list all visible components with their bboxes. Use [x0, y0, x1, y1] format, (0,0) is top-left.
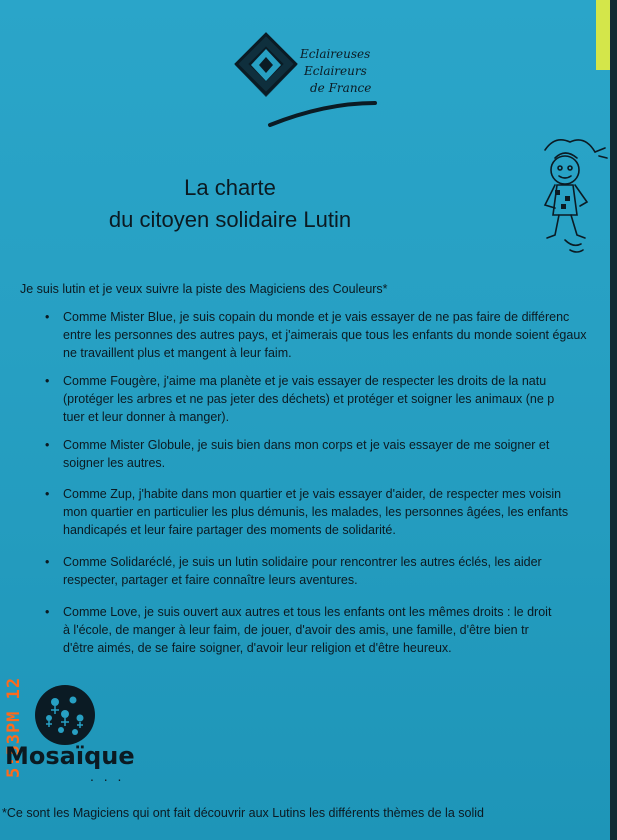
- timestamp-text: 5:53PM 12: [4, 676, 24, 778]
- title-line-2: du citoyen solidaire Lutin: [108, 207, 352, 232]
- item-line: soigner les autres.: [63, 456, 166, 470]
- eef-line-1: Eclaireuses: [300, 47, 371, 61]
- lutin-drawing-icon: [525, 130, 610, 260]
- yellow-corner-strip: [596, 0, 610, 70]
- intro-text: Je suis lutin et je veux suivre la piste des Magiciens des Couleurs*: [20, 282, 388, 296]
- bullet-icon: •: [45, 555, 50, 569]
- bullet-icon: •: [45, 438, 50, 452]
- item-line: entre les personnes des autres pays, et j'aimerais que tous les enfants du monde soient égaux: [63, 328, 587, 342]
- bullet-icon: •: [45, 605, 50, 619]
- list-item: [45, 485, 568, 539]
- item-line: tuer et leur donner à manger).: [63, 410, 230, 424]
- eef-line-2: Eclaireurs: [304, 64, 367, 78]
- footnote: *Ce sont les Magiciens qui ont fait découvrir aux Lutins les différents thèmes de la solid: [2, 806, 484, 820]
- item-line: ne travaillent plus et mangent à leur faim.: [63, 346, 292, 360]
- item-line: à l'école, de manger à leur faim, de jouer, d'avoir des amis, une famille, d'être bien tr: [63, 623, 529, 637]
- title-line-1: La charte: [184, 175, 276, 200]
- list-item: [45, 436, 549, 472]
- mosaique-name: Mosaïque: [5, 742, 135, 770]
- item-line: (protéger les arbres et ne pas jeter des déchets) et protéger et soigner les animaux (ne p: [63, 392, 555, 406]
- bullet-icon: •: [45, 310, 50, 324]
- item-line: Comme Fougère, j'aime ma planète et je vais essayer de respecter les droits de la natu: [63, 374, 547, 388]
- eef-logo-text: [300, 46, 371, 97]
- item-line: mon quartier en particulier les plus démunis, les malades, les personnes âgées, les enfants: [63, 505, 569, 519]
- bullet-icon: •: [45, 374, 50, 388]
- list-item: [45, 553, 542, 589]
- item-line: Comme Zup, j'habite dans mon quartier et je vais essayer d'aider, de respecter mes voisin: [63, 487, 562, 501]
- list-item: [45, 372, 554, 426]
- bullet-icon: •: [45, 487, 50, 501]
- item-line: Comme Love, je suis ouvert aux autres et tous les enfants ont les mêmes droits : le droit: [63, 605, 552, 619]
- item-line: d'être aimés, de se faire soigner, d'avoir leur religion et d'être heureux.: [63, 641, 452, 655]
- list-item: [45, 603, 551, 657]
- item-line: Comme Solidaréclé, je suis un lutin solidaire pour rencontrer les autres éclés, les aider: [63, 555, 542, 569]
- item-line: handicapés et leur faire partager des moments de solidarité.: [63, 523, 396, 537]
- mosaique-dots: . . .: [90, 768, 125, 784]
- list-item: [45, 308, 587, 362]
- item-line: respecter, partager et faire connaître leurs aventures.: [63, 573, 358, 587]
- item-line: Comme Mister Blue, je suis copain du monde et je vais essayer de ne pas faire de différenc: [63, 310, 570, 324]
- mosaique-globe-icon: [25, 680, 105, 750]
- item-line: Comme Mister Globule, je suis bien dans mon corps et je vais essayer de me soigner et: [63, 438, 550, 452]
- eef-line-3: de France: [310, 81, 372, 95]
